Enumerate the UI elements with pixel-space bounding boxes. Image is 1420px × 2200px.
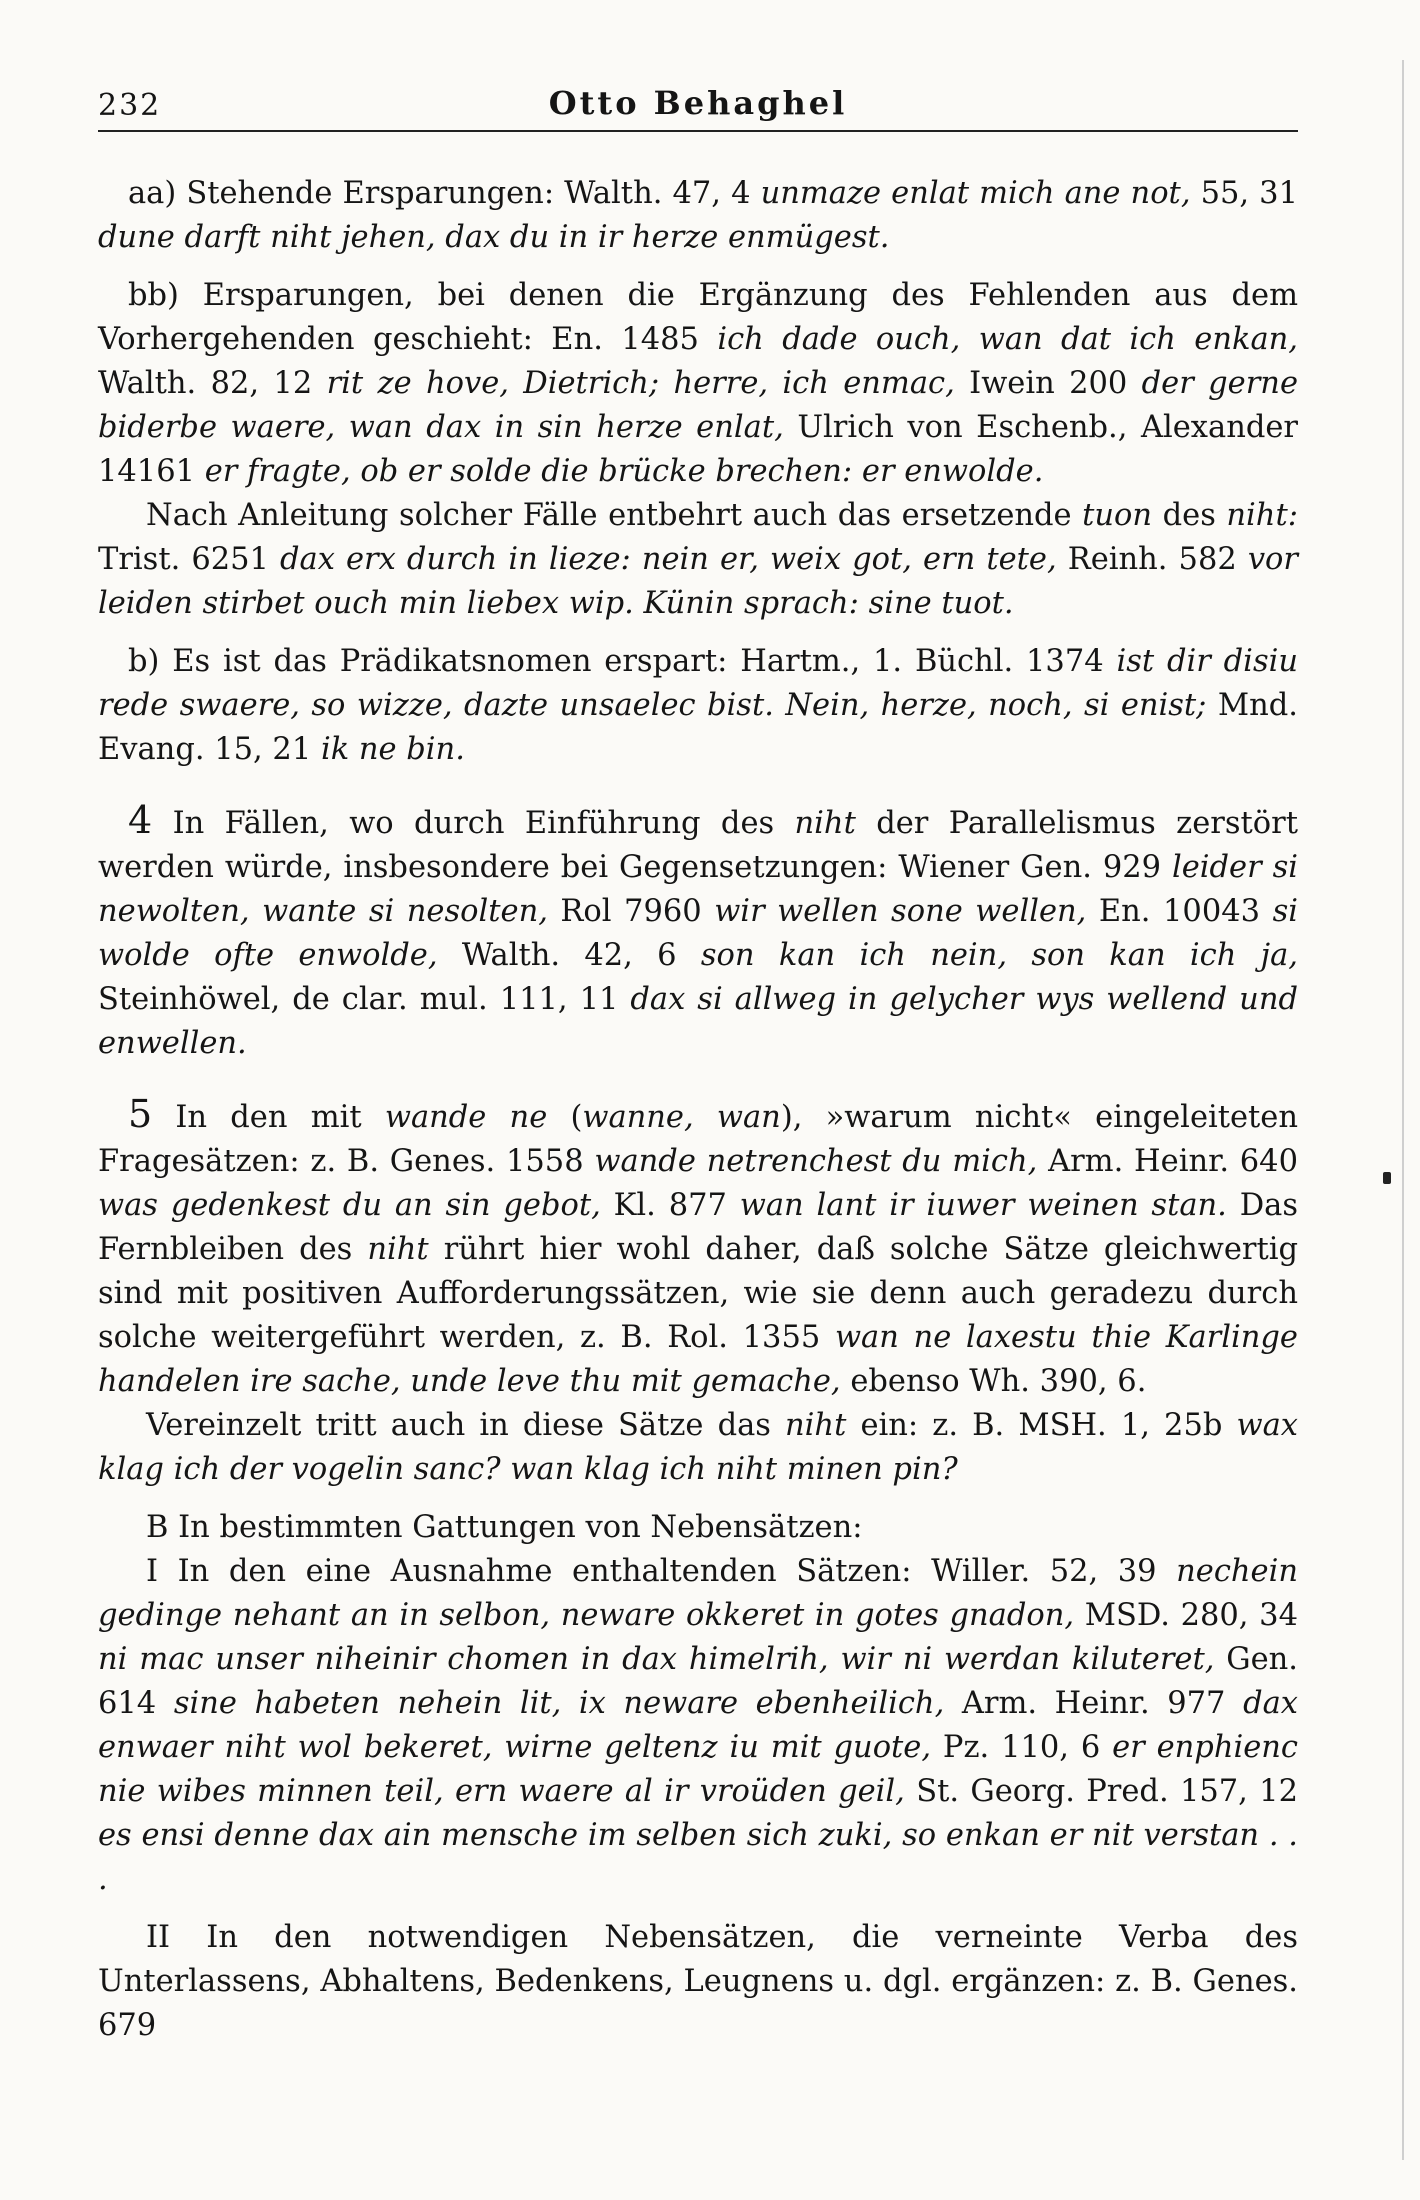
text-run: Walth. 42, 6 [437, 938, 701, 973]
quote-run: wan ne laxestu thie Karlinge handelen ire sache, unde leve thu mit gemache, [98, 1320, 1298, 1399]
text-run: St. Georg. Pred. 157, 12 [904, 1774, 1298, 1809]
quote-run: dax erx durch in lieze: nein er, weix got, ern tete, [280, 542, 1057, 577]
quote-run: unmaze enlat mich ane not, [760, 176, 1191, 211]
quote-run: wax klag ich der vogelin sanc? wan klag ich niht minen pin? [98, 1408, 1298, 1487]
text-run: Rol 7960 [547, 894, 715, 929]
quote-run: wande netrenchest du mich, [594, 1144, 1038, 1179]
paragraph-bb [98, 274, 1298, 494]
quote-run: niht [794, 806, 856, 841]
text-run: Arm. Heinr. 640 [1037, 1144, 1298, 1179]
quote-run: son kan ich nein, son kan ich ja, [700, 938, 1298, 973]
quote-run: er fragte, ob er solde die brücke brechen: er enwolde. [204, 454, 1044, 489]
quote-run: vor leiden stirbet ouch min liebex wip. Künin sprach: sine tuot. [98, 542, 1298, 621]
text-run: Reinh. 582 [1056, 542, 1248, 577]
quote-run: der gerne biderbe waere, wan dax in sin herze enlat, [98, 366, 1298, 445]
text-run: ), »warum nicht« eingeleiteten Fragesätzen: z. B. Genes. 1558 [98, 1100, 1298, 1179]
text-run: Pz. 110, 6 [931, 1730, 1113, 1765]
margin-ink-dot [1383, 1172, 1391, 1184]
paragraph-I [98, 1550, 1298, 1902]
text-run: ebenso Wh. 390, 6. [840, 1364, 1147, 1399]
text-run: En. 10043 [1086, 894, 1273, 929]
text-run: B In bestimmten Gattungen von Nebensätzen: [146, 1510, 863, 1545]
text-run: ein: z. B. MSH. 1, 25b [846, 1408, 1237, 1443]
text-run: Nach Anleitung solcher Fälle entbehrt auch das ersetzende [146, 498, 1083, 533]
page-body [98, 172, 1298, 2048]
page-number: 232 [98, 88, 162, 123]
text-run: 55, 31 [1190, 176, 1298, 211]
running-head: Otto Behaghel [548, 84, 848, 122]
quote-run: niht [785, 1408, 847, 1443]
quote-run: sine habeten nehein lit, ix neware ebenheilich, [173, 1686, 945, 1721]
quote-run: was gedenkest du an sin gebot, [98, 1188, 601, 1223]
quote-run: ni mac unser niheinir chomen in dax himelrih, wir ni werdan kiluteret, [98, 1642, 1215, 1677]
paragraph-aa [98, 172, 1298, 260]
text-run: Vereinzelt tritt auch in diese Sätze das [146, 1408, 786, 1443]
section-number: 5 [128, 1092, 153, 1136]
quote-run: rit ze hove, Dietrich; herre, ich enmac, [326, 366, 955, 401]
text-run: Trist. 6251 [98, 542, 281, 577]
text-run: Walth. 82, 12 [98, 366, 327, 401]
quote-run: dax enwaer niht wol bekeret, wirne geltenz iu mit guote, [98, 1686, 1298, 1765]
text-run: Arm. Heinr. 977 [944, 1686, 1244, 1721]
page-edge-rule [1402, 60, 1404, 2160]
quote-run: dune darft niht jehen, dax du in ir herze enmügest. [98, 220, 890, 255]
text-run: Ulrich von Eschenb., Alexander 14161 [98, 410, 1298, 489]
quote-run: tuon [1082, 498, 1153, 533]
text-run: Das Fernbleiben des [98, 1188, 1298, 1267]
quote-run: ik ne bin. [320, 732, 465, 767]
quote-run: wande ne [384, 1100, 548, 1135]
book-page [98, 70, 1298, 2048]
page-header [98, 70, 1298, 132]
quote-run: wan lant ir iuwer weinen stan. [739, 1188, 1227, 1223]
text-run: Gen. 614 [98, 1642, 1298, 1721]
text-run: aa) Stehende Ersparungen: Walth. 47, 4 [128, 176, 761, 211]
text-run: rührt hier wohl daher, daß solche Sätze gleichwertig sind mit positiven Aufforderungssätzen, wie sie denn auch geradezu durch solche weitergeführt werden, z. B. Rol. 1355 [98, 1232, 1298, 1355]
quote-run: er enphienc nie wibes minnen teil, ern waere al ir vroüden geil, [98, 1730, 1298, 1809]
text-run: der Parallelismus zerstört werden würde, insbesondere bei Gegensetzungen: Wiener Gen. 929 [98, 806, 1298, 885]
quote-run: wir wellen sone wellen, [714, 894, 1087, 929]
paragraph-vereinzelt [98, 1404, 1298, 1492]
quote-run: es ensi denne dax ain mensche im selben sich zuki, so enkan er nit verstan . . . [98, 1818, 1298, 1897]
text-run: I In den eine Ausnahme enthaltenden Sätzen: Willer. 52, 39 [146, 1554, 1177, 1589]
quote-run: ist dir disiu rede swaere, so wizze, dazte unsaelec bist. Nein, herze, noch, si enist; [98, 644, 1298, 723]
paragraph-5 [98, 1092, 1298, 1404]
quote-run: ich dade ouch, wan dat ich enkan, [717, 322, 1298, 357]
text-run: b) Es ist das Prädikatsnomen erspart: Hartm., 1. Büchl. 1374 [128, 644, 1117, 679]
text-run: des [1152, 498, 1227, 533]
text-run: II In den notwendigen Nebensätzen, die verneinte Verba des Unterlassens, Abhaltens, Bedenkens, Leugnens u. dgl. ergänzen: z. B. Genes. 679 [98, 1920, 1298, 2043]
quote-run: si wolde ofte enwolde, [98, 894, 1298, 973]
paragraph-II [98, 1916, 1298, 2048]
quote-run: niht [367, 1232, 429, 1267]
quote-run: niht: [1226, 498, 1298, 533]
paragraph-anleitung [98, 494, 1298, 626]
paragraph-4 [98, 798, 1298, 1066]
quote-run: dax si allweg in gelycher wys wellend und enwellen. [98, 982, 1298, 1061]
quote-run: wanne, wan [582, 1100, 781, 1135]
text-run: In Fällen, wo durch Einführung des [152, 806, 795, 841]
paragraph-B [98, 1506, 1298, 1550]
text-run: bb) Ersparungen, bei denen die Ergänzung des Fehlenden aus dem Vorhergehenden geschieht: En. 1485 [98, 278, 1298, 357]
quote-run: nechein gedinge nehant an in selbon, neware okkeret in gotes gnadon, [98, 1554, 1298, 1633]
text-run: ( [547, 1100, 583, 1135]
section-number: 4 [128, 798, 153, 842]
text-run: In den mit [152, 1100, 385, 1135]
text-run: Steinhöwel, de clar. mul. 111, 11 [98, 982, 631, 1017]
text-run: MSD. 280, 34 [1074, 1598, 1298, 1633]
quote-run: leider si newolten, wante si nesolten, [98, 850, 1298, 929]
text-run: Mnd. Evang. 15, 21 [98, 688, 1298, 767]
paragraph-b [98, 640, 1298, 772]
text-run: Kl. 877 [600, 1188, 740, 1223]
text-run: Iwein 200 [954, 366, 1142, 401]
